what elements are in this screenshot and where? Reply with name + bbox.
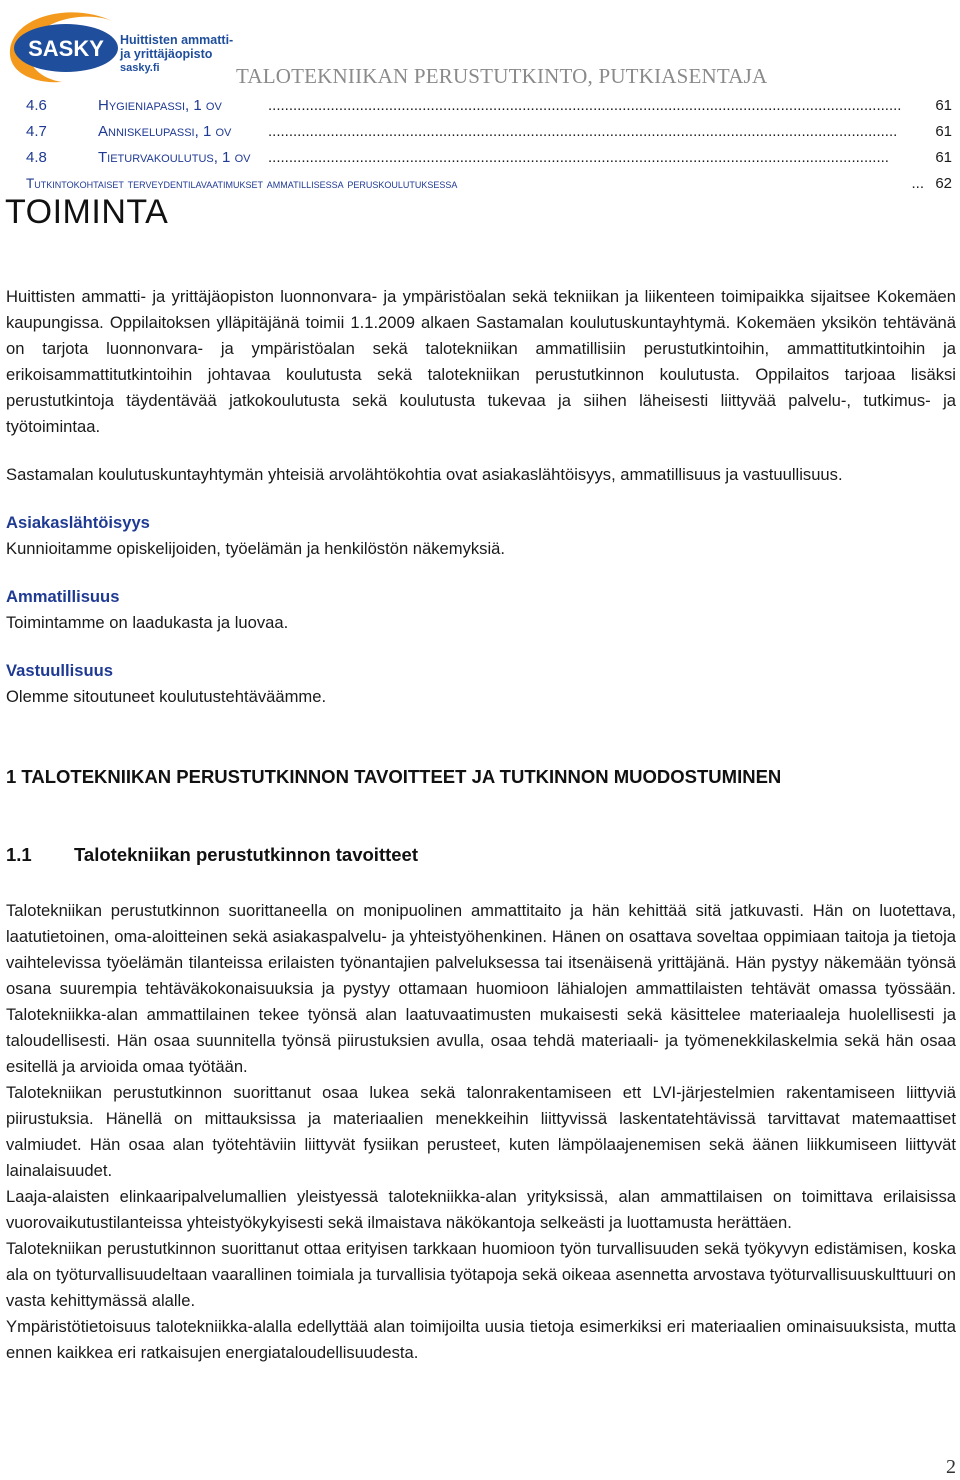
subchapter-heading xyxy=(6,842,956,868)
page-number: 2 xyxy=(946,1456,956,1478)
body-paragraph: Laaja-alaisten elinkaaripalvelumallien yleistyessä talotekniikka-alan yrityksissä, alan ammattilaisen on toimittava erilaisissa vuorovaikutustilanteissa yhteistyökykyisesti sekä ilmaistava näkökantoja selkeästi ja luottamusta herättäen. xyxy=(6,1187,956,1232)
toc-page-number: 61 xyxy=(935,123,952,140)
logo-brand: SASKY xyxy=(28,36,104,61)
logo-line1: Huittisten ammatti- xyxy=(120,33,234,47)
logo-line2: ja yrittäjäopisto xyxy=(120,47,213,61)
toc-label[interactable]: Anniskelupassi, 1 ov xyxy=(98,123,232,140)
toc-number: 4.6 xyxy=(26,97,47,114)
intro-paragraph: Huittisten ammatti- ja yrittäjäopiston luonnonvara- ja ympäristöalan sekä tekniikan ja liikenteen toimipaikka sijaitsee Kokemäen kaupungissa. Oppilaitoksen ylläpitäjänä toimii 1.1.2009 alkaen Sastamalan koulutuskuntayhtymä. Kokemäen yksikön tehtävänä on tarjota luonnonvara- ja ympäristöalan sekä talotekniikan ammatillisiin perustutkintoihin, ammattitutkintoihin ja erikoisammattitutkintoihin johtavaa koulutusta sekä talotekniikan perustutkinnon koulutusta. Oppilaitos tarjoaa lisäksi perustutkintoja täydentävää jatkokoulutusta sekä koulutusta tukevaa ja siihen läheisesti liittyvää palvelu-, tutkimus- ja työtoimintaa. xyxy=(6,287,956,436)
body-paragraph: Ympäristötietoisuus talotekniikka-alalla edellyttää alan toimijoilta uusia tietoja esimerkiksi eri materiaalien ominaisuuksista, mutta ennen kaikkea eri ratkaisujen energiataloudellisuudesta. xyxy=(6,1317,956,1362)
toc-label[interactable]: Tieturvakoulutus, 1 ov xyxy=(98,149,251,166)
toc-leader-dots: ..................................................................................................................................................... xyxy=(268,149,889,166)
section-title: TOIMINTA xyxy=(5,193,169,231)
toc-page-number: 61 xyxy=(935,97,952,114)
value-text: Kunnioitamme opiskelijoiden, työelämän ja henkilöstön näkemyksiä. xyxy=(6,539,506,558)
toc-leader-dots: ... xyxy=(911,175,924,192)
body-paragraph: Talotekniikan perustutkinnon suorittaneella on monipuolinen ammattitaito ja hän kehittää sitä jatkuvasti. Hän on luotettava, laatutietoinen, oma-aloitteinen sekä asiakaspalvelu- ja yhteistyöhenkinen. Hänen on osattava soveltaa oppimiaan taitoja ja tietoja vaihtelevissa työelämän tilanteissa erilaisten työnantajien palveluksessa tai itsenäisenä yrittäjänä. Hän pystyy näkemään työnsä osana suurempia tehtäväkokonaisuuksia ja pystyy ottamaan huomioon lähialojen ammattilaisten tehtävät omassa työssään. Talotekniikka-alan ammattilainen tekee työnsä alan laatuvaatimusten mukaisesti sekä käsittelee materiaaleja huolellisesti ja taloudellisesti. Hän osaa suunnitella työnsä piirustuksien avulla, osaa tehdä materiaali- ja työmenekkilaskelmia sekä hän osaa esitellä ja arvioida omaa työtään. xyxy=(6,901,956,1076)
toc-label[interactable]: Tutkintokohtaiset terveydentilavaatimukset ammatillisessa peruskoulutuksessa xyxy=(26,176,458,191)
subchapter-number: 1.1 xyxy=(6,844,32,865)
toc-entry[interactable] xyxy=(6,93,956,119)
toc-leader-dots: ....................................................................................................................................................... xyxy=(268,123,898,140)
subchapter-title: Talotekniikan perustutkinnon tavoitteet xyxy=(74,844,419,865)
toc-page-number: 62 xyxy=(935,175,952,192)
value-heading-vastuullisuus: Vastuullisuus xyxy=(6,661,113,680)
value-heading-asiakaslahtoisyys: Asiakaslähtöisyys xyxy=(6,513,150,532)
toc-number: 4.8 xyxy=(26,149,47,166)
sasky-logo xyxy=(6,4,246,92)
toc-page-number: 61 xyxy=(935,149,952,166)
document-header-title: TALOTEKNIIKAN PERUSTUTKINTO, PUTKIASENTAJA xyxy=(236,64,768,88)
value-heading-ammatillisuus: Ammatillisuus xyxy=(6,587,120,606)
toc-leader-dots: ........................................................................................................................................................ xyxy=(268,97,902,114)
toc-label[interactable]: Hygieniapassi, 1 ov xyxy=(98,97,222,114)
logo-line3: sasky.fi xyxy=(120,62,160,74)
chapter-heading: 1 TALOTEKNIIKAN PERUSTUTKINNON TAVOITTEET JA TUTKINNON MUODOSTUMINEN xyxy=(6,766,782,787)
value-text: Olemme sitoutuneet koulutustehtäväämme. xyxy=(6,687,327,706)
intro-values-paragraph: Sastamalan koulutuskuntayhtymän yhteisiä arvolähtökohtia ovat asiakaslähtöisyys, ammatillisuus ja vastuullisuus. xyxy=(6,465,843,484)
value-text: Toimintamme on laadukasta ja luovaa. xyxy=(6,613,289,632)
body-paragraph: Talotekniikan perustutkinnon suorittanut ottaa erityisen tarkkaan huomioon työn turvallisuuden sekä työkyvyn edistämisen, koska ala on työturvallisuudeltaan vaarallinen toimiala ja turvallisia työtapoja sekä oikeaa asennetta arvostava työturvallisuuskulttuuri on vasta kehittymässä alalle. xyxy=(6,1239,956,1310)
toc-number: 4.7 xyxy=(26,123,47,140)
main-content xyxy=(6,284,956,1366)
body-paragraph: Talotekniikan perustutkinnon suorittanut osaa lukea sekä talonrakentamiseen ett LVI-järjestelmien rakentamiseen liittyviä piirustuksia. Hänellä on mittauksissa ja materiaalien menekkeihin liittyvissä laskentatehtävissä tarvittavat matemaattiset valmiudet. Hän osaa alan työtehtäviin liittyvät fysiikan perusteet, kuten lämpölaajenemisen sekä äänen liikkumiseen liittyvät lainalaisuudet. xyxy=(6,1083,956,1180)
toc-entry[interactable] xyxy=(6,145,956,171)
table-of-contents xyxy=(6,93,956,197)
toc-entry[interactable] xyxy=(6,119,956,145)
